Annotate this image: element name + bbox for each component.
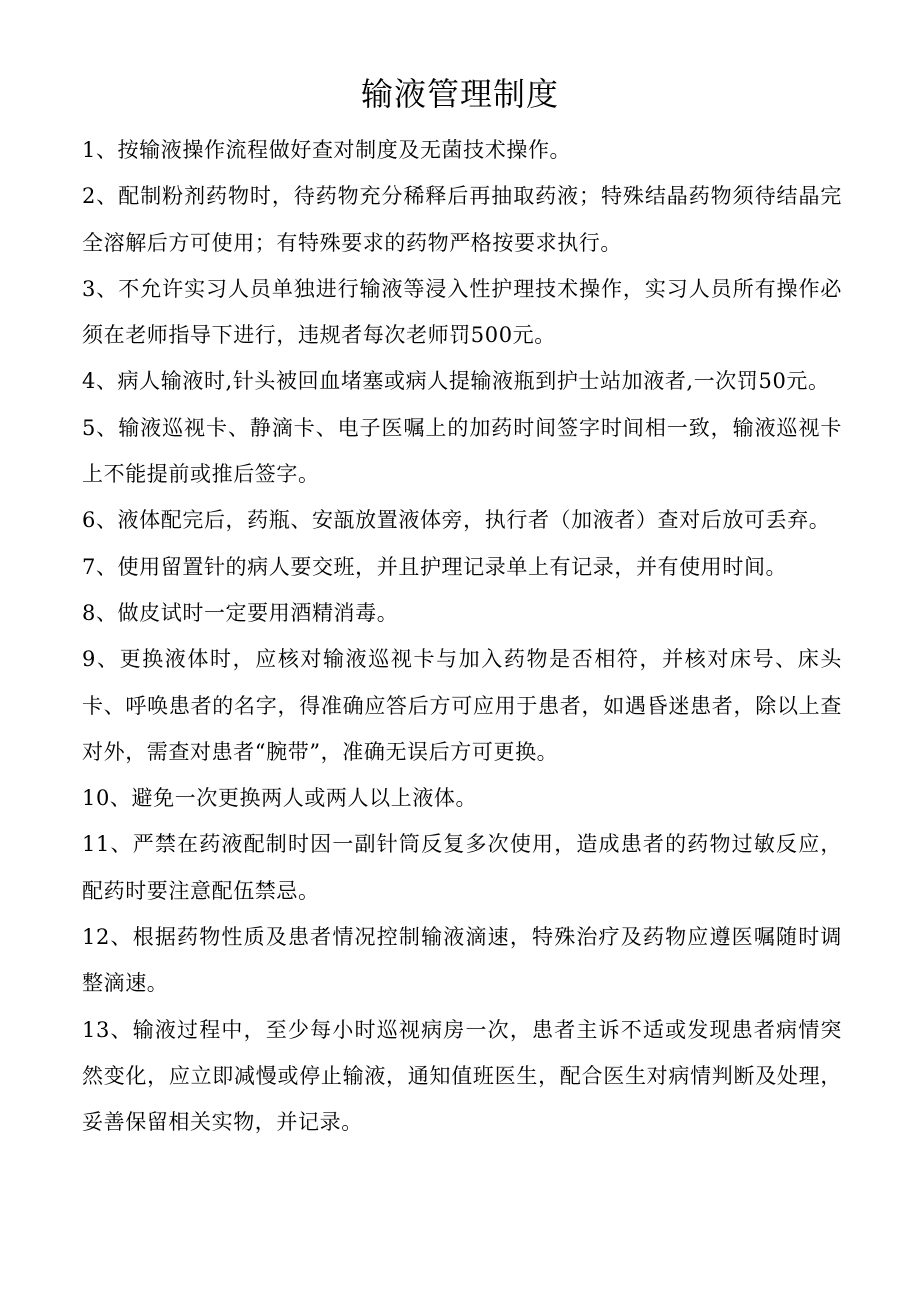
rule-item-8: 8、做皮试时一定要用酒精消毒。: [82, 600, 399, 625]
document-title: 输液管理制度: [360, 75, 559, 113]
rule-item-10: 10、避免一次更换两人或两人以上液体。: [82, 786, 478, 811]
rule-item-9: 9、更换液体时，应核对输液巡视卡与加入药物是否相符，并核对床号、床头卡、呼唤患者的名字，得准确应答后方可应用于患者，如遇昏迷患者，除以上查对外，需查对患者“腕带”，准确无误后方可更换。: [82, 647, 842, 764]
rule-item-7: 7、使用留置针的病人要交班，并且护理记录单上有记录，并有使用时间。: [82, 554, 788, 579]
rule-item-5: 5、输液巡视卡、静滴卡、电子医嘱上的加药时间签字时间相一致，输液巡视卡上不能提前或推后签字。: [82, 415, 842, 487]
rule-item-12: 12、根据药物性质及患者情况控制输液滴速，特殊治疗及药物应遵医嘱随时调整滴速。: [82, 925, 842, 996]
rule-item-13: 13、输液过程中，至少每小时巡视病房一次，患者主诉不适或发现患者病情突然变化，应立即减慢或停止输液，通知值班医生，配合医生对病情判断及处理，妥善保留相关实物，并记录。: [82, 1017, 842, 1135]
rule-item-3: 3、不允许实习人员单独进行输液等浸入性护理技术操作，实习人员所有操作必须在老师指导下进行，违规者每次老师罚500元。: [82, 276, 842, 348]
rules-list: [82, 127, 842, 1146]
rule-item-6: 6、液体配完后，药瓶、安瓿放置液体旁，执行者（加液者）查对后放可丢弃。: [82, 508, 831, 533]
rule-item-11: 11、严禁在药液配制时因一副针筒反复多次使用，造成患者的药物过敏反应，配药时要注意配伍禁忌。: [82, 832, 842, 903]
rule-item-1: 1、按输液操作流程做好查对制度及无菌技术操作。: [82, 138, 572, 162]
rule-item-4: 4、病人输液时,针头被回血堵塞或病人提输液瓶到护士站加液者,一次罚50元。: [82, 369, 830, 394]
rule-item-2: 2、配制粉剂药物时，待药物充分稀释后再抽取药液；特殊结晶药物须待结晶完全溶解后方可使用；有特殊要求的药物严格按要求执行。: [82, 184, 842, 255]
